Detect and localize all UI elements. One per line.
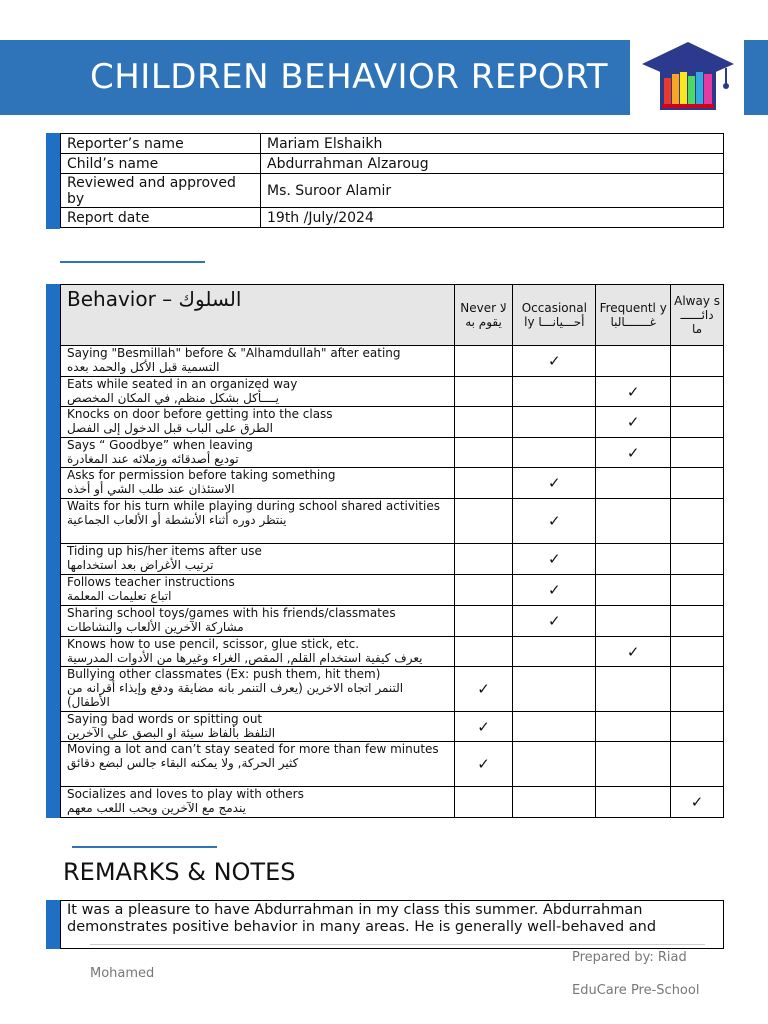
table-row — [61, 377, 724, 407]
table-row — [61, 606, 724, 637]
behavior-rows — [61, 346, 724, 818]
rating-cell — [513, 499, 596, 544]
behavior-arabic: يــــأكل بشكل منظم, في المكان المخصص — [67, 391, 279, 405]
check-mark-icon: ✓ — [548, 352, 561, 370]
column-always: Alway s دائــــــ ما — [671, 285, 724, 346]
check-mark-icon: ✓ — [477, 755, 490, 773]
behavior-english: Follows teacher instructions — [67, 575, 235, 589]
behavior-description — [61, 346, 455, 377]
rating-cell — [671, 575, 724, 606]
behavior-english: Knocks on door before getting into the class — [67, 407, 333, 421]
rating-cell — [454, 606, 513, 637]
behavior-arabic: يندمج مع الآخرين ويحب اللعب معهم — [67, 801, 246, 815]
rating-cell — [454, 407, 513, 438]
behavior-description — [61, 712, 455, 742]
graduation-cap-logo-icon — [640, 40, 736, 112]
rating-cell — [596, 499, 671, 544]
table-row — [61, 544, 724, 575]
behavior-table — [60, 284, 724, 818]
rating-cell — [596, 575, 671, 606]
behavior-english: Sharing school toys/games with his friends/classmates — [67, 606, 396, 620]
table-row — [61, 637, 724, 667]
behavior-english: Socializes and loves to play with others — [67, 787, 304, 801]
rating-cell — [454, 346, 513, 377]
rating-cell — [596, 606, 671, 637]
behavior-arabic: الطرق على الباب قبل الدخول إلى الفصل — [67, 421, 273, 435]
info-value: 19th /July/2024 — [261, 208, 724, 228]
table-row — [61, 787, 724, 818]
info-value: Mariam Elshaikh — [261, 134, 724, 154]
rating-cell — [454, 438, 513, 468]
rating-cell — [513, 377, 596, 407]
check-mark-icon: ✓ — [626, 413, 640, 431]
table-row — [61, 499, 724, 544]
rating-cell — [454, 468, 513, 499]
rating-cell — [596, 544, 671, 575]
rating-cell — [596, 438, 671, 468]
footer-prepared-by: Prepared by: Riad — [572, 950, 687, 965]
check-mark-icon: ✓ — [548, 612, 561, 630]
behavior-english: Moving a lot and can’t stay seated for more than few minutes — [67, 742, 439, 756]
rating-cell — [596, 407, 671, 438]
report-title: CHILDREN BEHAVIOR REPORT — [90, 57, 609, 97]
rating-cell — [513, 742, 596, 787]
column-frequently: Frequentl y غـــــــالبا — [596, 285, 671, 346]
rating-cell — [596, 712, 671, 742]
behavior-arabic: التنمر اتجاه الاخرين (يعرف التنمر بانه مضايقة ودفع وإيذاء أقرانه من الأطفال) — [67, 681, 404, 709]
info-value: Ms. Suroor Alamir — [261, 174, 724, 208]
rating-cell — [671, 667, 724, 712]
rating-cell — [513, 468, 596, 499]
check-mark-icon: ✓ — [626, 382, 640, 401]
behavior-description — [61, 438, 455, 468]
behavior-description — [61, 787, 455, 818]
rating-cell — [454, 667, 513, 712]
footer-school: EduCare Pre-School — [572, 983, 700, 998]
rating-cell — [513, 637, 596, 667]
header-banner-edge — [744, 40, 768, 115]
check-mark-icon: ✓ — [548, 581, 561, 599]
table-row — [61, 712, 724, 742]
rating-cell — [454, 637, 513, 667]
check-mark-icon: ✓ — [690, 793, 704, 811]
rating-cell — [596, 468, 671, 499]
behavior-description — [61, 407, 455, 438]
behavior-arabic: التسمية قبل الأكل والحمد بعده — [67, 360, 220, 374]
check-mark-icon: ✓ — [477, 717, 490, 736]
rating-cell — [596, 346, 671, 377]
rating-cell — [671, 787, 724, 818]
rating-cell — [454, 499, 513, 544]
rating-cell — [671, 742, 724, 787]
rating-cell — [513, 544, 596, 575]
behavior-arabic: ترتيب الأغراض بعد استخدامها — [67, 558, 214, 572]
rating-cell — [513, 667, 596, 712]
section-divider — [72, 846, 217, 848]
rating-cell — [513, 407, 596, 438]
rating-cell — [671, 606, 724, 637]
behavior-arabic: يعرف كيفية استخدام القلم, المقص, الغراء وغيرها من الأدوات المدرسية — [67, 651, 423, 665]
rating-cell — [596, 742, 671, 787]
rating-cell — [454, 787, 513, 818]
info-value: Abdurrahman Alzaroug — [261, 154, 724, 174]
rating-cell — [596, 377, 671, 407]
check-mark-icon: ✓ — [626, 443, 640, 462]
table-row — [61, 468, 724, 499]
info-row-date — [61, 208, 724, 228]
behavior-description — [61, 606, 455, 637]
column-never: Never لا يقوم به — [454, 285, 513, 346]
rating-cell — [513, 575, 596, 606]
behavior-english: Knows how to use pencil, scissor, glue stick, etc. — [67, 637, 360, 651]
remarks-title: REMARKS & NOTES — [63, 858, 296, 886]
behavior-arabic: كثير الحركة, ولا يمكنه البقاء جالس لبضع دقائق — [67, 756, 299, 770]
behavior-english: Saying bad words or spitting out — [67, 712, 263, 726]
rating-cell — [671, 544, 724, 575]
behavior-header-row — [61, 285, 724, 346]
check-mark-icon: ✓ — [548, 550, 561, 568]
behavior-accent-bar — [46, 284, 60, 818]
table-row — [61, 407, 724, 438]
rating-cell — [454, 712, 513, 742]
behavior-column-header: Behavior – السلوك — [61, 285, 455, 346]
behavior-english: Tiding up his/her items after use — [67, 544, 262, 558]
rating-cell — [596, 667, 671, 712]
info-row-child — [61, 154, 724, 174]
rating-cell — [671, 346, 724, 377]
info-row-reviewer — [61, 174, 724, 208]
behavior-description — [61, 742, 455, 787]
behavior-english: Asks for permission before taking something — [67, 468, 336, 482]
behavior-description — [61, 544, 455, 575]
behavior-description — [61, 377, 455, 407]
behavior-description — [61, 667, 455, 712]
info-label: Reviewed and approved by — [61, 174, 261, 208]
remarks-text: It was a pleasure to have Abdurrahman in my class this summer. Abdurrahman demonstrates positive behavior in many areas. He is generally well-behaved and — [60, 900, 724, 949]
behavior-description — [61, 468, 455, 499]
rating-cell — [596, 787, 671, 818]
info-accent-bar — [46, 133, 60, 229]
table-row — [61, 667, 724, 712]
rating-cell — [454, 377, 513, 407]
check-mark-icon: ✓ — [548, 512, 561, 530]
rating-cell — [513, 346, 596, 377]
rating-cell — [513, 438, 596, 468]
behavior-english: Eats while seated in an organized way — [67, 377, 298, 391]
check-mark-icon: ✓ — [548, 474, 561, 492]
behavior-arabic: مشاركة الآخرين الألعاب والنشاطات — [67, 620, 244, 634]
info-label: Report date — [61, 208, 261, 228]
behavior-english: Waits for his turn while playing during school shared activities — [67, 499, 441, 513]
rating-cell — [671, 438, 724, 468]
behavior-english: Bullying other classmates (Ex: push them, hit them) — [67, 667, 381, 681]
table-row — [61, 575, 724, 606]
info-label: Reporter’s name — [61, 134, 261, 154]
rating-cell — [671, 468, 724, 499]
behavior-arabic: اتباع تعليمات المعلمة — [67, 589, 172, 603]
rating-cell — [671, 637, 724, 667]
behavior-description — [61, 575, 455, 606]
section-divider — [60, 261, 205, 263]
table-row — [61, 742, 724, 787]
rating-cell — [671, 377, 724, 407]
check-mark-icon: ✓ — [626, 642, 640, 661]
behavior-description — [61, 499, 455, 544]
table-row — [61, 438, 724, 468]
behavior-arabic: التلفظ بألفاظ سيئة او البصق علي الآخرين — [67, 726, 276, 740]
check-mark-icon: ✓ — [477, 680, 490, 698]
behavior-english: Saying "Besmillah" before & "Alhamdullah" after eating — [67, 346, 401, 360]
rating-cell — [596, 637, 671, 667]
rating-cell — [454, 544, 513, 575]
rating-cell — [671, 499, 724, 544]
rating-cell — [671, 407, 724, 438]
info-row-reporter — [61, 134, 724, 154]
remarks-accent-bar — [46, 900, 60, 949]
report-info-table — [60, 133, 724, 228]
behavior-arabic: الاستئذان عند طلب الشي أو أخذه — [67, 482, 235, 496]
behavior-arabic: ينتظر دوره أثناء الأنشطة أو الألعاب الجماعية — [67, 513, 287, 527]
footer-divider — [90, 944, 705, 945]
rating-cell — [454, 575, 513, 606]
rating-cell — [513, 787, 596, 818]
behavior-english: Says “ Goodbye” when leaving — [67, 438, 253, 452]
footer-name: Mohamed — [90, 966, 155, 981]
rating-cell — [454, 742, 513, 787]
behavior-description — [61, 637, 455, 667]
rating-cell — [513, 712, 596, 742]
column-occasionally: Occasional ly أحـــيانـــا — [513, 285, 596, 346]
info-label: Child’s name — [61, 154, 261, 174]
rating-cell — [671, 712, 724, 742]
rating-cell — [513, 606, 596, 637]
behavior-arabic: توديع أصدقائه وزملائه عند المغادرة — [67, 452, 239, 466]
table-row — [61, 346, 724, 377]
